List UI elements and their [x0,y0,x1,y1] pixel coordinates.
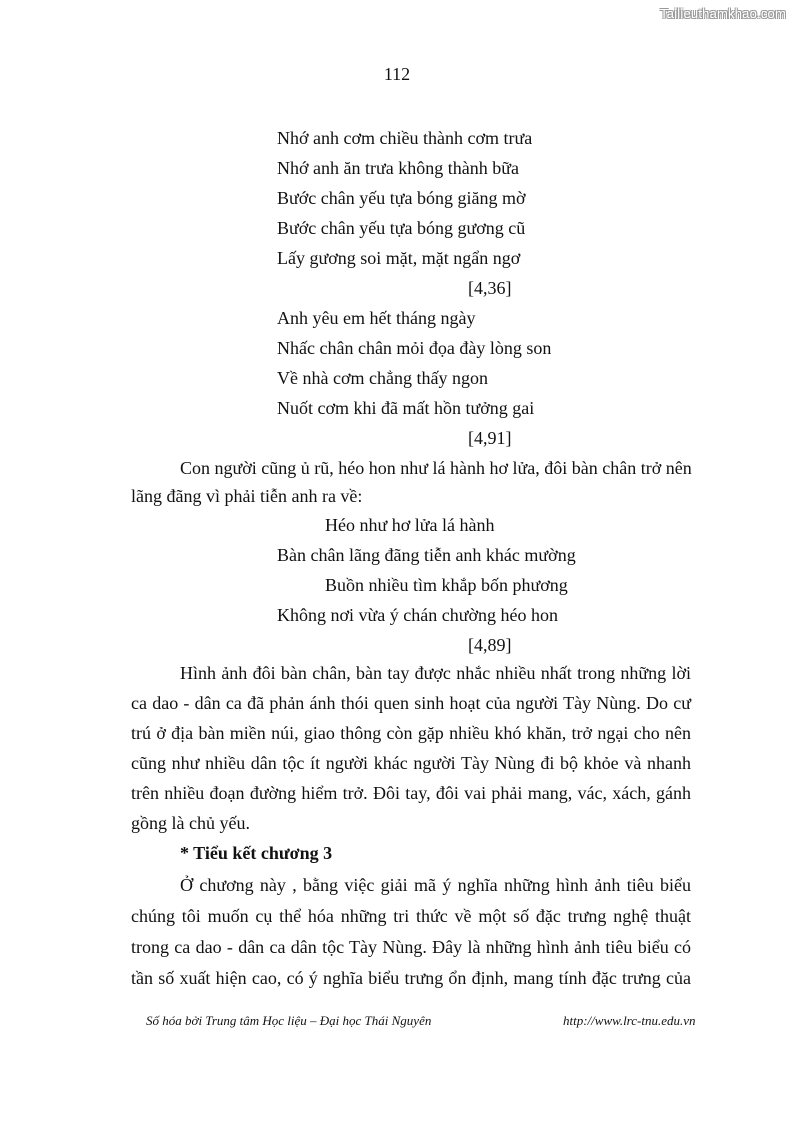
watermark-logo: Tailieuthamkhao.com [660,6,786,21]
section-heading: * Tiểu kết chương 3 [180,843,333,863]
paragraph-line: cũng như nhiều dân tộc ít người khác người Tày Nùng đi bộ khỏe và nhanh [131,753,691,773]
footer-url: http://www.lrc-tnu.edu.vn [563,1013,696,1028]
poem-line: Buồn nhiều tìm khắp bốn phương [325,575,568,595]
citation: [4,36] [468,278,512,298]
poem-line: Bước chân yếu tựa bóng gương cũ [277,218,526,238]
poem-line: Bàn chân lãng đãng tiễn anh khác mường [277,545,576,565]
poem-line: Anh yêu em hết tháng ngày [277,308,476,328]
paragraph-line: lãng đãng vì phải tiễn anh ra về: [131,486,363,506]
citation: [4,91] [468,428,512,448]
paragraph-line: Con người cũng ủ rũ, héo hon như lá hành hơ lửa, đôi bàn chân trở nên [180,458,692,478]
page-number: 112 [383,64,411,84]
poem-line: Nuốt cơm khi đã mất hồn tưởng gai [277,398,535,418]
poem-line: Héo như hơ lửa lá hành [325,515,495,535]
citation: [4,89] [468,635,512,655]
poem-line: Nhớ anh ăn trưa không thành bữa [277,158,519,178]
poem-line: Về nhà cơm chẳng thấy ngon [277,368,488,388]
poem-line: Lấy gương soi mặt, mặt ngẩn ngơ [277,248,521,268]
paragraph-line: gồng là chủ yếu. [131,813,250,833]
paragraph-line: trong ca dao - dân ca dân tộc Tày Nùng. Đây là những hình ảnh tiêu biểu có [131,937,691,957]
poem-line: Nhớ anh cơm chiều thành cơm trưa [277,128,533,148]
paragraph-line: Hình ảnh đôi bàn chân, bàn tay được nhắc nhiều nhất trong những lời [180,663,691,683]
paragraph-line: trú ở địa bàn miền núi, giao thông còn gặp nhiều khó khăn, trở ngại cho nên [131,723,691,743]
poem-line: Không nơi vừa ý chán chường héo hon [277,605,558,625]
paragraph-line: ca dao - dân ca đã phản ánh thói quen sinh hoạt của người Tày Nùng. Do cư [131,693,691,713]
paragraph-line: chúng tôi muốn cụ thể hóa những tri thức về một số đặc trưng nghệ thuật [131,906,691,926]
paragraph-line: trên nhiều đoạn đường hiểm trở. Đôi tay, đôi vai phải mang, vác, xách, gánh [131,783,691,803]
paragraph-line: Ở chương này , bằng việc giải mã ý nghĩa những hình ảnh tiêu biểu [180,875,691,895]
poem-line: Bước chân yếu tựa bóng giăng mờ [277,188,526,208]
poem-line: Nhấc chân chân mỏi đọa đày lòng son [277,338,552,358]
paragraph-line: tần số xuất hiện cao, có ý nghĩa biểu trưng ổn định, mang tính đặc trưng của [131,968,691,988]
footer-source: Số hóa bởi Trung tâm Học liệu – Đại học Thái Nguyên [146,1013,432,1028]
